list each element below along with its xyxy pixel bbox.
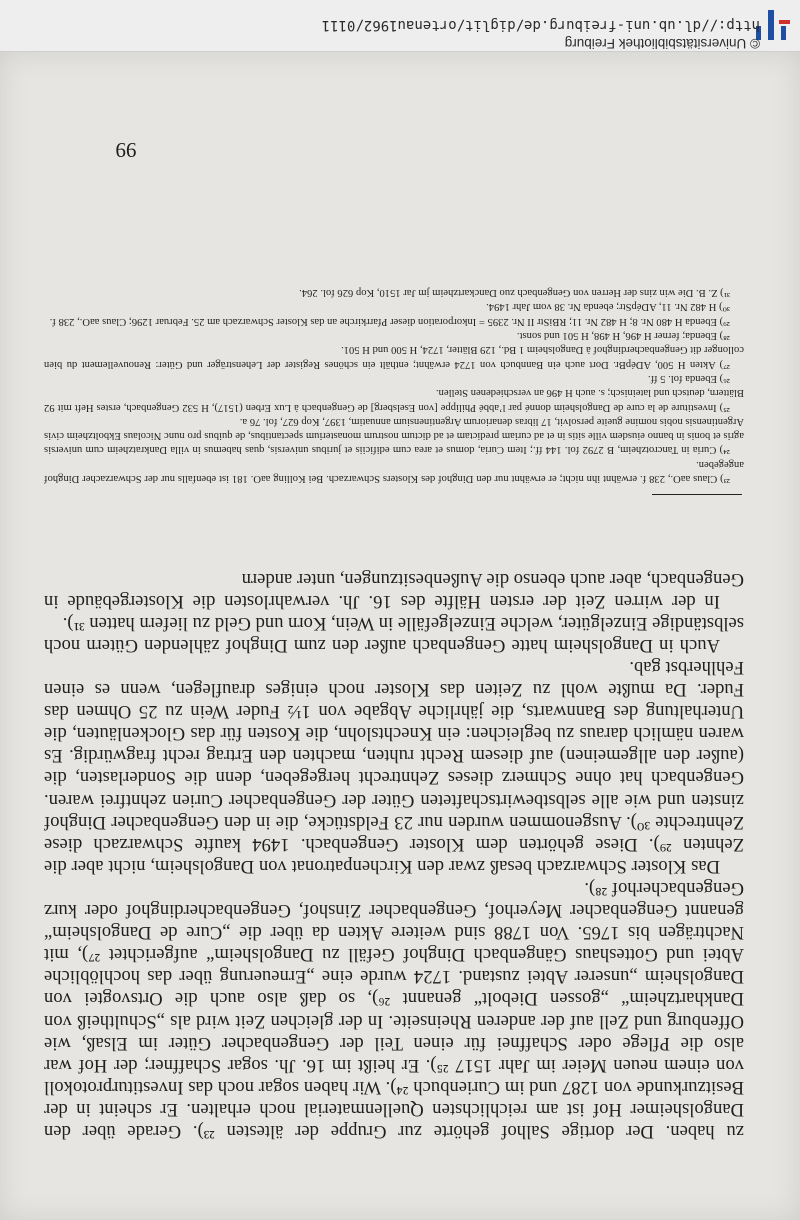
body-paragraph-1: zu haben. Der dortige Salhof gehörte zur Gruppe der ältesten ²³). Gerade über den Dangolsheimer Hof ist am reichlichsten Quellenmaterial noch erhalten. Er scheint in der Besitzurkunde von 1287 und im Curienbuch ²⁴). Wir haben sogar noch das Investiturprotokoll von einem neuen Meier im Jahr 1517 ²⁵). Er heißt im 16. Jh. sogar Schaffner; der Hof war also die Pflege oder Schaffnei für einen Teil der Gengenbacher Güter im Elsaß, wie Offenburg und Zell auf der anderen Rheinseite. In der gleichen Zeit wird als „Schultheiß von Dankhartzheim“ „gossen Diebolt“ genannt ²⁶), so daß also auch die Ortsvogtei von Dangolsheim „unserer Abtei zustand. 1724 wurde eine „Erneuerung über das hochlöbliche Abtei und Gotteshaus Gängenbach Dinghof Gefäll zu Dangolsheim“ aufgerichtet ²⁷), mit Nachträgen bis 1765. Von 1788 sind weitere Akten da über die „Cure de Dangolsheim“ genannt Gengenbacher Meyerhof, Gengenbacher Zinshof, Gengenbacherdinghof oder kurz Gengenbacherhof ²⁸).	[44, 877, 744, 1142]
footnote-23: ²³) Claus aaO., 238 f. erwähnt ihn nicht; er erwähnt nur den Dinghof des Klosters Schwarzach. Bei Kolling aaO. 181 ist ebenfalls nur der Schwarzacher Dinghof angegeben.	[44, 458, 744, 484]
body-paragraph-4: In der wirren Zeit der ersten Hälfte des 16. Jh. verwahrlosten die Klostergebäude in Gengenbach, aber auch ebenso die Außenbesitzungen, unter andern	[44, 568, 744, 612]
footnotes	[44, 285, 744, 485]
footnote-25: ²⁵) Investiture de la cure de Dangolsheim donné par l’abbé Philippe [von Eselsberg] de Gengenbach à Lux Erben (1517), H 532 Gengenbach, erstes Heft mit 92 Blättern, deutsch und lateinisch; s. auch H 496 an verschiedenen Stellen.	[44, 387, 744, 413]
running-text	[44, 568, 744, 1142]
footnote-26: ²⁶) Ebenda fol. 5 ff.	[648, 372, 730, 384]
footnote-29: ²⁹) Ebenda H 480 Nr. 8; H 482 Nr. 11; RBiStr II Nr. 2395 = Inkorporation dieser Pfarrkirche an das Kloster Schwarzach am 25. Februar 1296; Claus aaO., 238 f.	[49, 315, 730, 327]
page-number: 99	[115, 138, 137, 162]
book-page	[0, 52, 800, 1220]
footnote-31: ³¹) Z. B. Die win zins der Herren von Gengenbach zuo Danckartzheim jm Jar 1510, Kop 626 fol. 264.	[299, 287, 730, 299]
footnote-27: ²⁷) Akten H 500, ADépBr. Dort auch ein Bannbuch von 1724 erwähnt; enthält ein schönes Register der Lehensträger und Güter: Renouvellement du bien collonger dit Gengenbacherdinghof à Dangolsheim 1 Bd., 129 Blätter, 1724, H 500 und H 501.	[44, 344, 744, 370]
permalink-url[interactable]: http://dl.ub.uni-freiburg.de/diglit/ortenau1962/0111	[321, 17, 760, 33]
footnote-separator	[652, 494, 742, 495]
body-paragraph-2: Das Kloster Schwarzach besaß zwar den Kirchenpatronat von Dangolsheim, nicht aber die Zehnten ²⁹). Diese gehörten dem Kloster Gengenbach. 1494 kaufte Schwarzach diese Zehntrechte ³⁰). Ausgenommen wurden nur 23 Feldstücke, die in den Gengenbacher Dinghof zinsten und wie alle selbstbewirtschafteten Güter der Gengenbacher Curien zehntfrei waren. Gengenbach hat ohne Schmerz dieses Zehntrecht hergegeben, denn die Sonderlasten, die (außer den allgemeinen) auf diesem Recht ruhten, machten den Ertrag recht fragwürdig. Es waren nämlich daraus zu begleichen: ein Knechtslohn, die Kosten für das Glockenläuten, die Unterhaltung des Bannwarts, die jährliche Abgabe von 1½ Fuder Wein zu 25 Ohmen das Fuder. Da mußte wohl zu Zeiten das Kloster noch einiges drauflegen, wenn es einen Fehlherbst gab.	[44, 657, 744, 877]
copyright-text: © Universitätsbibliothek Freiburg	[564, 36, 760, 51]
footnote-24: ²⁴) Curia in Tancrotzheim, B 2792 fol. 144 ff.; Item Curia, domus et area cum edificiis et juribus universis, quas habemus in villa Dankratzheim cum universis agris et bonis in banno eiusdem ville sitis in et ad curiam predictam et ad dictum nostrum monasterium spectantibus, de quibus pro nunc Nicolaus Ekboltzheim civis Argentinensis nobis nomine gueite persolvit, 17 libras denariorum Argentinensium annuatim, 1397, Kop 627, fol. 76 a.	[44, 415, 744, 456]
body-paragraph-3: Auch in Dangolsheim hatte Gengenbach außer den zum Dinghof zählenden Gütern noch selbständige Einzelgüter, welche Einzelgefälle in Wein, Korn und Geld zu liefern hatten ³¹).	[44, 612, 744, 656]
footnote-30: ³⁰) H 482 Nr. 11, ADépStr; ebenda Nr. 38 vom Jahr 1494.	[486, 301, 730, 313]
footnote-28: ²⁸) Ebenda; ferner H 496, H 498, H 501 und sonst.	[516, 330, 730, 342]
library-footer	[0, 0, 800, 52]
